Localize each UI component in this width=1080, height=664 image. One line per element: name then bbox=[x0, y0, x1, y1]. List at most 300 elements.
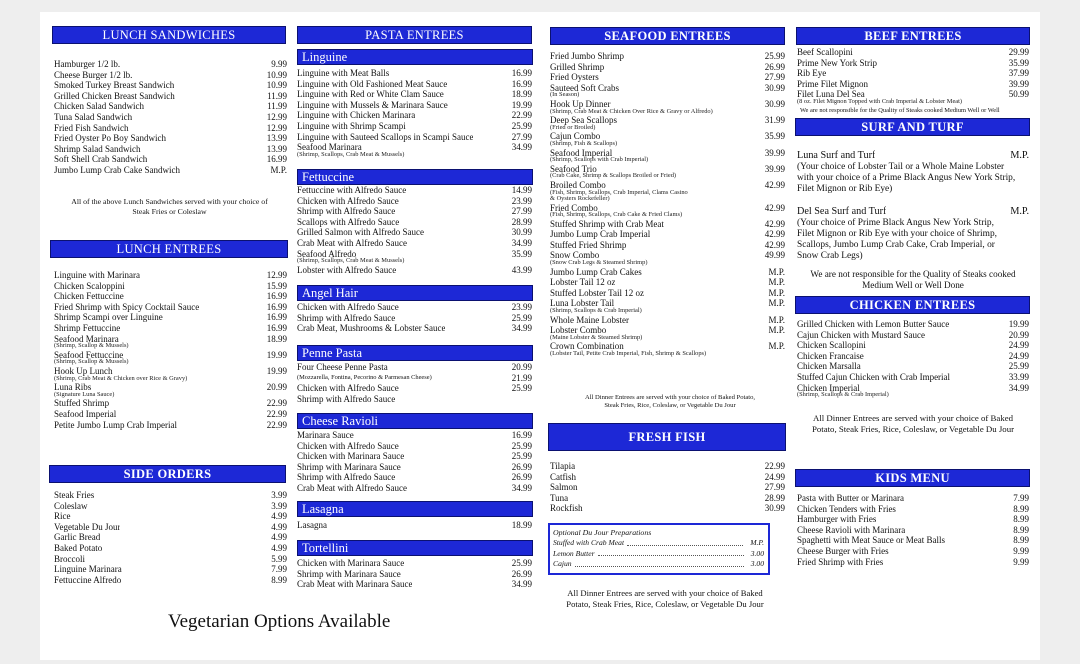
menu-item-price: 4.99 bbox=[271, 521, 287, 532]
menu-item-row bbox=[54, 312, 287, 323]
menu-item-row bbox=[54, 144, 287, 155]
menu-item bbox=[797, 68, 1029, 79]
menu-item bbox=[797, 535, 1029, 546]
menu-item bbox=[550, 250, 785, 266]
menu-item bbox=[797, 89, 1029, 105]
cheese-ravioli-title: Cheese Ravioli bbox=[302, 414, 379, 428]
menu-item-price: 34.99 bbox=[1008, 382, 1029, 393]
menu-item-name: Luna Lobster Tail bbox=[550, 298, 615, 309]
menu-item-name: Stuffed Cajun Chicken with Crab Imperial bbox=[797, 371, 951, 382]
kids-menu-header bbox=[795, 469, 1030, 487]
menu-item-price: M.P. bbox=[1010, 150, 1029, 161]
menu-item-row bbox=[297, 206, 532, 217]
menu-item-name: Seafood Imperial bbox=[550, 147, 613, 158]
menu-item-row bbox=[797, 546, 1029, 557]
menu-item-price: 25.99 bbox=[511, 120, 532, 131]
lasagna-header bbox=[297, 501, 533, 517]
menu-item-name: Petite Jumbo Lump Crab Imperial bbox=[54, 419, 177, 430]
menu-item-row bbox=[297, 68, 532, 79]
menu-item-price: 34.99 bbox=[511, 482, 532, 493]
menu-item-price: 42.99 bbox=[764, 218, 785, 229]
menu-item bbox=[54, 302, 287, 313]
menu-item-name: Shrimp with Marinara Sauce bbox=[297, 568, 401, 579]
menu-item-price: 16.99 bbox=[266, 322, 287, 333]
menu-item bbox=[550, 219, 785, 230]
menu-item-price: M.P. bbox=[768, 287, 785, 298]
menu-item-price: 26.99 bbox=[511, 568, 532, 579]
menu-item-name: Catfish bbox=[550, 471, 576, 482]
menu-item-row bbox=[54, 59, 287, 70]
menu-item-row bbox=[54, 398, 287, 409]
fresh-fish-list bbox=[550, 461, 785, 514]
menu-item-name: Linguine with Meat Balls bbox=[297, 68, 390, 78]
menu-item-row bbox=[297, 441, 532, 452]
menu-item-name: Linguine with Mussels & Marinara Sauce bbox=[297, 99, 448, 110]
menu-item-price: 30.99 bbox=[764, 503, 785, 514]
menu-item-name: Fried Shrimp with Spicy Cocktail Sauce bbox=[54, 301, 200, 312]
menu-item bbox=[297, 79, 532, 90]
menu-item bbox=[797, 330, 1029, 341]
menu-item-row bbox=[54, 281, 287, 292]
menu-item bbox=[297, 430, 532, 441]
menu-item-name: Rockfish bbox=[550, 503, 583, 514]
menu-item-row bbox=[297, 520, 532, 531]
menu-item-name: Linguine with Chicken Marinara bbox=[297, 110, 416, 121]
menu-item-price: 42.99 bbox=[764, 239, 785, 250]
pasta-entrees-header bbox=[297, 26, 532, 44]
menu-item bbox=[797, 79, 1029, 90]
menu-item bbox=[797, 557, 1029, 568]
menu-item-name: Rice bbox=[54, 511, 71, 522]
side-orders-title: SIDE ORDERS bbox=[123, 467, 212, 481]
menu-item-price: 39.99 bbox=[764, 163, 785, 174]
lunch-entrees-header bbox=[50, 240, 288, 258]
menu-item-price: 24.99 bbox=[764, 471, 785, 482]
menu-item bbox=[550, 482, 785, 493]
menu-item-name: Grilled Chicken Breast Sandwich bbox=[54, 90, 175, 101]
menu-item bbox=[550, 229, 785, 240]
menu-item bbox=[797, 514, 1029, 525]
menu-item-row bbox=[797, 504, 1029, 515]
menu-item-price: 23.99 bbox=[511, 302, 532, 312]
menu-item bbox=[54, 323, 287, 334]
menu-item-price: 20.99 bbox=[511, 362, 532, 372]
menu-item bbox=[54, 80, 287, 91]
menu-item bbox=[297, 394, 532, 405]
menu-item-price: 16.99 bbox=[266, 154, 287, 165]
menu-item-name: Garlic Bread bbox=[54, 532, 101, 543]
menu-item-name: Rib Eye bbox=[797, 68, 827, 79]
linguine-title: Linguine bbox=[302, 50, 348, 64]
menu-item-price: 12.99 bbox=[266, 111, 287, 122]
menu-item-row bbox=[54, 501, 287, 512]
menu-item-name: Chicken Tenders with Fries bbox=[797, 503, 896, 514]
menu-item-row bbox=[297, 362, 532, 373]
menu-item bbox=[54, 350, 287, 366]
menu-item-price: 19.99 bbox=[266, 349, 287, 360]
optional-preparations-box bbox=[548, 523, 770, 575]
seafood-entrees-title: SEAFOOD ENTREES bbox=[604, 29, 731, 43]
menu-item bbox=[550, 277, 785, 288]
menu-item-name: Hamburger with Fries bbox=[797, 514, 877, 525]
menu-item-price: 8.99 bbox=[1013, 503, 1029, 514]
menu-item-name: Prime New York Strip bbox=[797, 57, 878, 68]
menu-item-row bbox=[54, 133, 287, 144]
menu-item bbox=[297, 265, 532, 276]
menu-item-name: Prime Filet Mignon bbox=[797, 78, 869, 89]
tortellini-title: Tortellini bbox=[302, 541, 349, 555]
menu-item-price: 25.99 bbox=[511, 312, 532, 323]
menu-item-price: M.P. bbox=[768, 314, 785, 325]
menu-item-name: Chicken with Marinara Sauce bbox=[297, 451, 405, 462]
menu-item-price: 20.99 bbox=[266, 382, 287, 393]
menu-item-name: Jumbo Lump Crab Imperial bbox=[550, 229, 651, 240]
menu-item-name: Hamburger 1/2 lb. bbox=[54, 59, 121, 69]
menu-item-price: 24.99 bbox=[1008, 350, 1029, 361]
menu-item-price: 22.99 bbox=[266, 408, 287, 419]
kids-menu-list bbox=[797, 493, 1029, 567]
menu-item-price: 19.99 bbox=[511, 99, 532, 110]
menu-item bbox=[550, 288, 785, 299]
menu-item-price: 19.99 bbox=[266, 365, 287, 376]
menu-item bbox=[797, 319, 1029, 330]
menu-item-name: Smoked Turkey Breast Sandwich bbox=[54, 80, 175, 91]
menu-item bbox=[54, 270, 287, 281]
menu-item-price: 42.99 bbox=[764, 229, 785, 240]
menu-item-name: Lobster with Alfredo Sauce bbox=[297, 264, 397, 275]
menu-item-name: Lobster Combo bbox=[550, 325, 607, 336]
menu-item-row bbox=[54, 154, 287, 165]
menu-item-price: 8.99 bbox=[1013, 514, 1029, 525]
menu-item bbox=[54, 101, 287, 112]
menu-item-row bbox=[297, 238, 532, 249]
menu-item-name: Cheese Burger with Fries bbox=[797, 545, 889, 556]
menu-item-name: Jumbo Lump Crab Cakes bbox=[550, 266, 642, 277]
menu-item-name: Cheese Ravioli with Marinara bbox=[797, 524, 906, 535]
menu-item-name: Four Cheese Penne Pasta bbox=[297, 362, 388, 372]
surf-turf-header bbox=[795, 118, 1030, 136]
menu-item-price: 28.99 bbox=[764, 492, 785, 503]
menu-item-name: Linguine with Old Fashioned Meat Sauce bbox=[297, 78, 448, 89]
menu-item bbox=[297, 441, 532, 452]
menu-item-name: Fried Oyster Po Boy Sandwich bbox=[54, 133, 166, 144]
menu-item bbox=[297, 451, 532, 462]
menu-item-row bbox=[54, 543, 287, 554]
menu-item-name: Chicken Fettuccine bbox=[54, 291, 124, 302]
menu-item-row bbox=[550, 461, 785, 472]
menu-item-name: Seafood Trio bbox=[550, 163, 597, 174]
menu-item bbox=[553, 538, 764, 549]
menu-item-price: M.P. bbox=[768, 277, 785, 288]
menu-item-name: Crown Combination bbox=[550, 341, 624, 352]
menu-item-row bbox=[54, 522, 287, 533]
chicken-entrees-note: All Dinner Entrees are served with your choice of Baked Potato, Steak Fries, Rice, Coleslaw, or Vegetable Du Jour bbox=[811, 413, 1015, 434]
menu-item-row bbox=[550, 288, 785, 299]
menu-item-price: 31.99 bbox=[764, 115, 785, 126]
menu-item-price: 34.99 bbox=[511, 323, 532, 334]
menu-item-price: 35.99 bbox=[1008, 57, 1029, 68]
menu-item-description: (Fried or Broiled) bbox=[550, 123, 596, 131]
menu-item-row bbox=[54, 101, 287, 112]
menu-item bbox=[297, 185, 532, 196]
menu-item-price: 25.99 bbox=[511, 451, 532, 462]
menu-item-name: Chicken Imperial bbox=[797, 382, 860, 393]
menu-item-name: Hook Up Dinner bbox=[550, 98, 611, 109]
menu-item-row bbox=[54, 91, 287, 102]
menu-item-name: Chicken Scaloppini bbox=[54, 280, 125, 291]
menu-item-name: Baked Potato bbox=[54, 542, 103, 553]
menu-item-row bbox=[797, 351, 1029, 362]
menu-item-price: 10.99 bbox=[266, 80, 287, 91]
menu-item-row bbox=[54, 420, 287, 431]
menu-item-row bbox=[297, 373, 532, 384]
menu-item-name: Chicken with Alfredo Sauce bbox=[297, 195, 399, 206]
fettuccine-title: Fettuccine bbox=[302, 170, 355, 184]
menu-item-name: Salmon bbox=[550, 482, 578, 493]
menu-item-name: Fried Combo bbox=[550, 202, 598, 213]
menu-item-price: 22.99 bbox=[764, 461, 785, 471]
menu-item-price: 22.99 bbox=[266, 419, 287, 430]
menu-item-name: Broccoli bbox=[54, 553, 85, 564]
menu-item bbox=[297, 302, 532, 313]
menu-item bbox=[550, 203, 785, 219]
dot-leader bbox=[598, 549, 744, 557]
menu-item-name: (Mozzarella, Fontina, Pecorino & Parmesan Cheese) bbox=[297, 373, 432, 381]
lunch-sandwiches-list bbox=[54, 59, 287, 176]
dot-leader bbox=[575, 559, 744, 567]
menu-item-description: (Fish, Shrimp, Scallops, Crab Cake & Fried Clams) bbox=[550, 211, 683, 219]
lunch-sandwiches-note: All of the above Lunch Sandwiches served with your choice of Steak Fries or Coleslaw bbox=[71, 197, 268, 216]
menu-item-name: Shrimp Salad Sandwich bbox=[54, 143, 141, 154]
menu-item-price: 33.99 bbox=[1008, 371, 1029, 382]
menu-item-name: Seafood Marinara bbox=[54, 333, 119, 344]
menu-item-row bbox=[550, 503, 785, 514]
menu-item-row bbox=[54, 564, 287, 575]
fettuccine-list bbox=[297, 185, 532, 275]
menu-item-name: Grilled Chicken with Lemon Butter Sauce bbox=[797, 319, 950, 329]
menu-item-price: 13.99 bbox=[266, 143, 287, 154]
surf-turf-note: We are not responsible for the Quality of Steaks cooked Medium Well or Well Done bbox=[810, 269, 1016, 290]
fresh-fish-note: All Dinner Entrees are served with your choice of Baked Potato, Steak Fries, Rice, Coleslaw, or Vegetable Du Jour bbox=[566, 588, 764, 609]
menu-item-description: Filet Mignon or Rib Eye) bbox=[797, 184, 893, 194]
menu-item-name: Grilled Salmon with Alfredo Sauce bbox=[297, 227, 424, 238]
menu-item bbox=[797, 47, 1029, 58]
menu-item-row bbox=[553, 538, 764, 549]
menu-item bbox=[54, 70, 287, 81]
menu-item-price: 42.99 bbox=[764, 179, 785, 190]
menu-item bbox=[54, 165, 287, 176]
angel-hair-header bbox=[297, 285, 533, 301]
menu-item bbox=[54, 312, 287, 323]
menu-item-row bbox=[550, 72, 785, 83]
menu-item-price: 16.99 bbox=[266, 312, 287, 323]
menu-item-row bbox=[797, 58, 1029, 69]
menu-item bbox=[797, 351, 1029, 362]
menu-item bbox=[297, 313, 532, 324]
menu-item bbox=[54, 144, 287, 155]
menu-item-row bbox=[550, 240, 785, 251]
menu-item-price: 18.99 bbox=[511, 520, 532, 530]
menu-item-description: (Crab Cake, Shrimp & Scallops Broiled or Fried) bbox=[550, 172, 677, 180]
side-orders-header bbox=[49, 465, 286, 483]
menu-item-price: 3.99 bbox=[271, 500, 287, 511]
menu-item-row bbox=[297, 451, 532, 462]
menu-item-description: with your choice of a Prime Black Angus New York Strip, bbox=[797, 173, 1016, 183]
menu-item bbox=[797, 361, 1029, 372]
menu-item bbox=[297, 217, 532, 228]
menu-item-row bbox=[54, 123, 287, 134]
menu-item bbox=[550, 240, 785, 251]
menu-item-name: Linguine with Sauteed Scallops in Scampi Sauce bbox=[297, 131, 474, 142]
menu-item-description: (Shrimp, Fish & Scallops) bbox=[550, 139, 618, 147]
menu-item bbox=[550, 115, 785, 131]
menu-item bbox=[297, 323, 532, 334]
beef-entrees-list bbox=[797, 47, 1029, 106]
menu-item-price: 26.99 bbox=[764, 61, 785, 72]
menu-item-name: Cajun bbox=[553, 559, 572, 568]
menu-item-name: Shrimp with Alfredo Sauce bbox=[297, 312, 396, 323]
menu-item-name: Seafood Alfredo bbox=[297, 248, 357, 259]
menu-item-name: Stuffed Lobster Tail 12 oz bbox=[550, 287, 645, 298]
penne-pasta-title: Penne Pasta bbox=[302, 346, 363, 360]
menu-item bbox=[797, 504, 1029, 515]
menu-item-name: Fried Jumbo Shrimp bbox=[550, 51, 625, 61]
menu-item-row bbox=[797, 150, 1029, 162]
menu-item-row bbox=[54, 80, 287, 91]
tortellini-header bbox=[297, 540, 533, 556]
menu-item-price: 39.99 bbox=[1008, 78, 1029, 89]
menu-item-row bbox=[797, 340, 1029, 351]
menu-item-price: 7.99 bbox=[1013, 493, 1029, 503]
menu-item-row bbox=[797, 535, 1029, 546]
menu-item-description: (Shrimp, Scallops & Crab Imperial) bbox=[797, 391, 889, 399]
menu-item bbox=[297, 68, 532, 79]
menu-item-description: (In Season) bbox=[550, 91, 580, 99]
menu-item bbox=[54, 490, 287, 501]
menu-item bbox=[54, 59, 287, 70]
menu-item-name: Pasta with Butter or Marinara bbox=[797, 493, 904, 503]
menu-item bbox=[550, 472, 785, 483]
menu-item-row bbox=[550, 229, 785, 240]
menu-item-row bbox=[797, 361, 1029, 372]
menu-item bbox=[54, 133, 287, 144]
menu-item bbox=[54, 281, 287, 292]
menu-item-name: Lemon Butter bbox=[553, 548, 595, 558]
menu-item bbox=[54, 554, 287, 565]
menu-item-row bbox=[797, 47, 1029, 58]
menu-item-name: Stuffed Fried Shrimp bbox=[550, 239, 627, 250]
menu-item-row bbox=[297, 302, 532, 313]
menu-item-row bbox=[297, 185, 532, 196]
menu-item-description: (Shrimp, Scallops & Crab Imperial) bbox=[550, 307, 642, 315]
menu-item-row bbox=[553, 559, 764, 570]
menu-item-description: (Shrimp, Scallop & Mussels) bbox=[54, 342, 129, 350]
menu-item-row bbox=[297, 100, 532, 111]
menu-item-price: 4.99 bbox=[271, 532, 287, 543]
menu-item-price: 11.99 bbox=[267, 90, 287, 101]
menu-item-row bbox=[297, 132, 532, 143]
menu-item bbox=[54, 501, 287, 512]
menu-item-price: 34.99 bbox=[511, 579, 532, 590]
menu-item-price: 11.99 bbox=[267, 101, 287, 112]
menu-item-description: (Shrimp, Crab Meat & Chicken over Rice & Gravy) bbox=[54, 374, 188, 382]
menu-item-row bbox=[54, 511, 287, 522]
menu-item-price: 25.99 bbox=[764, 51, 785, 61]
fettuccine-header bbox=[297, 169, 533, 185]
seafood-entrees-header bbox=[550, 27, 785, 45]
menu-item bbox=[550, 493, 785, 504]
menu-item-row bbox=[297, 569, 532, 580]
menu-item bbox=[54, 382, 287, 398]
lunch-sandwiches-header bbox=[52, 26, 286, 44]
menu-item bbox=[54, 409, 287, 420]
beef-entrees-title: BEEF ENTREES bbox=[864, 29, 962, 43]
menu-item-price: 22.99 bbox=[511, 110, 532, 121]
cheese-ravioli-list bbox=[297, 430, 532, 494]
menu-item-row bbox=[54, 409, 287, 420]
menu-item-name: Linguine with Red or White Clam Sauce bbox=[297, 89, 444, 100]
menu-item-row bbox=[797, 493, 1029, 504]
menu-item-price: 15.99 bbox=[266, 280, 287, 291]
menu-item-row bbox=[54, 323, 287, 334]
menu-item-name: Fettuccine with Alfredo Sauce bbox=[297, 185, 407, 195]
menu-item-price: M.P. bbox=[768, 341, 785, 352]
menu-item-name: Linguine Marinara bbox=[54, 564, 122, 575]
fresh-fish-title: FRESH FISH bbox=[628, 430, 706, 444]
menu-item-price: 9.99 bbox=[1013, 545, 1029, 556]
fresh-fish-header bbox=[548, 423, 786, 451]
menu-item-description: (Shrimp, Scallops, Crab Meat & Mussels) bbox=[297, 257, 405, 265]
menu-item-price: 18.99 bbox=[266, 333, 287, 344]
menu-item bbox=[550, 72, 785, 83]
menu-item bbox=[553, 559, 764, 570]
menu-item-name: Vegetable Du Jour bbox=[54, 521, 121, 532]
menu-item-name: Crab Meat with Marinara Sauce bbox=[297, 579, 413, 590]
menu-item-row bbox=[297, 558, 532, 569]
menu-item-name: Shrimp Fettuccine bbox=[54, 322, 121, 333]
menu-item-price: 16.99 bbox=[511, 68, 532, 78]
dot-leader bbox=[627, 538, 743, 546]
menu-item-description: (Shrimp, Scallop & Mussels) bbox=[54, 358, 129, 366]
menu-item-price: 8.99 bbox=[1013, 535, 1029, 546]
menu-item bbox=[297, 132, 532, 143]
lunch-entrees-list bbox=[54, 270, 287, 430]
menu-item-price: 26.99 bbox=[511, 461, 532, 472]
menu-item-name: Tilapia bbox=[550, 461, 576, 471]
menu-item-row bbox=[297, 313, 532, 324]
menu-item bbox=[550, 83, 785, 99]
menu-item-description: & Oysters Rockefeller) bbox=[550, 195, 610, 203]
menu-item-name: Sauteed Soft Crabs bbox=[550, 82, 619, 93]
menu-item bbox=[797, 372, 1029, 383]
menu-item-name: Chicken with Alfredo Sauce bbox=[297, 383, 399, 394]
menu-item-row bbox=[797, 330, 1029, 341]
menu-item-row bbox=[550, 51, 785, 62]
menu-item-price: 16.99 bbox=[511, 78, 532, 89]
menu-item-name: Crab Meat, Mushrooms & Lobster Sauce bbox=[297, 323, 446, 334]
menu-item bbox=[550, 51, 785, 62]
menu-item bbox=[54, 334, 287, 350]
surf-turf-list bbox=[797, 150, 1029, 262]
menu-item bbox=[297, 100, 532, 111]
menu-item-description: (Your choice of Lobster Tail or a Whole Maine Lobster bbox=[797, 162, 1005, 172]
penne-pasta-list bbox=[297, 362, 532, 404]
surf-turf-title: SURF AND TURF bbox=[861, 120, 964, 134]
menu-item bbox=[297, 196, 532, 207]
menu-item-row bbox=[297, 323, 532, 334]
menu-item-name: Tuna bbox=[550, 492, 569, 503]
menu-item-price: 21.99 bbox=[511, 372, 532, 383]
